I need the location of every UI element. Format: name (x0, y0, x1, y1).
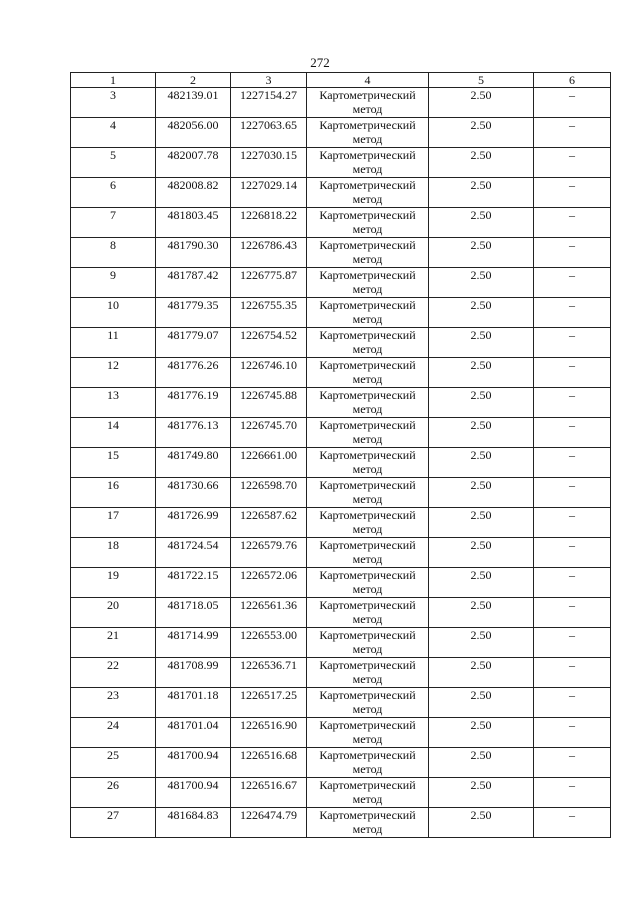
x-coordinate-cell: 481730.66 (156, 478, 231, 508)
x-coordinate-cell: 481779.07 (156, 328, 231, 358)
method-line-2: метод (352, 732, 383, 746)
table-row (71, 298, 611, 328)
y-coordinate-cell: 1226746.10 (231, 358, 307, 388)
point-number-cell: 14 (71, 418, 156, 448)
note-cell: – (534, 448, 611, 478)
y-coordinate-cell: 1227154.27 (231, 88, 307, 118)
method-line-1: Картометрический (319, 388, 416, 402)
y-coordinate-cell: 1227063.65 (231, 118, 307, 148)
x-coordinate-cell: 481787.42 (156, 268, 231, 298)
point-number-cell: 25 (71, 748, 156, 778)
point-number-cell: 26 (71, 778, 156, 808)
method-line-1: Картометрический (319, 418, 416, 432)
method-line-2: метод (352, 222, 383, 236)
point-number-cell: 7 (71, 208, 156, 238)
y-coordinate-cell: 1227029.14 (231, 178, 307, 208)
method-line-2: метод (352, 162, 383, 176)
method-line-2: метод (352, 402, 383, 416)
point-number-cell: 18 (71, 538, 156, 568)
y-coordinate-cell: 1226553.00 (231, 628, 307, 658)
note-cell: – (534, 208, 611, 238)
column-header: 3 (231, 73, 307, 88)
table-row (71, 718, 611, 748)
point-number-cell: 12 (71, 358, 156, 388)
accuracy-cell: 2.50 (429, 118, 534, 148)
accuracy-cell: 2.50 (429, 628, 534, 658)
method-cell (307, 508, 429, 538)
accuracy-cell: 2.50 (429, 148, 534, 178)
method-line-1: Картометрический (319, 598, 416, 612)
method-cell (307, 388, 429, 418)
point-number-cell: 15 (71, 448, 156, 478)
table-body (71, 88, 611, 838)
accuracy-cell: 2.50 (429, 358, 534, 388)
y-coordinate-cell: 1226745.70 (231, 418, 307, 448)
y-coordinate-cell: 1226516.90 (231, 718, 307, 748)
method-line-1: Картометрический (319, 718, 416, 732)
x-coordinate-cell: 482056.00 (156, 118, 231, 148)
table-row (71, 658, 611, 688)
accuracy-cell: 2.50 (429, 658, 534, 688)
method-line-1: Картометрический (319, 688, 416, 702)
method-line-2: метод (352, 612, 383, 626)
x-coordinate-cell: 481776.19 (156, 388, 231, 418)
y-coordinate-cell: 1226598.70 (231, 478, 307, 508)
method-cell (307, 358, 429, 388)
method-line-1: Картометрический (319, 448, 416, 462)
method-cell (307, 208, 429, 238)
column-header: 5 (429, 73, 534, 88)
note-cell: – (534, 748, 611, 778)
accuracy-cell: 2.50 (429, 478, 534, 508)
table-row (71, 448, 611, 478)
note-cell: – (534, 778, 611, 808)
method-line-2: метод (352, 672, 383, 686)
page-number: 272 (310, 55, 330, 70)
point-number-cell: 21 (71, 628, 156, 658)
table-row (71, 358, 611, 388)
note-cell: – (534, 538, 611, 568)
table-row (71, 508, 611, 538)
x-coordinate-cell: 481708.99 (156, 658, 231, 688)
note-cell: – (534, 658, 611, 688)
y-coordinate-cell: 1226516.68 (231, 748, 307, 778)
method-cell (307, 628, 429, 658)
point-number-cell: 6 (71, 178, 156, 208)
method-line-2: метод (352, 642, 383, 656)
method-line-1: Картометрический (319, 748, 416, 762)
table-row (71, 178, 611, 208)
table-row (71, 568, 611, 598)
method-line-1: Картометрический (319, 178, 416, 192)
method-cell (307, 178, 429, 208)
note-cell: – (534, 358, 611, 388)
x-coordinate-cell: 481779.35 (156, 298, 231, 328)
accuracy-cell: 2.50 (429, 388, 534, 418)
method-line-2: метод (352, 702, 383, 716)
point-number-cell: 3 (71, 88, 156, 118)
accuracy-cell: 2.50 (429, 268, 534, 298)
coordinates-table (70, 72, 611, 838)
method-line-1: Картометрический (319, 298, 416, 312)
method-cell (307, 88, 429, 118)
method-cell (307, 658, 429, 688)
y-coordinate-cell: 1226818.22 (231, 208, 307, 238)
method-line-2: метод (352, 492, 383, 506)
method-line-2: метод (352, 312, 383, 326)
x-coordinate-cell: 481714.99 (156, 628, 231, 658)
method-line-2: метод (352, 762, 383, 776)
y-coordinate-cell: 1226516.67 (231, 778, 307, 808)
accuracy-cell: 2.50 (429, 88, 534, 118)
point-number-cell: 27 (71, 808, 156, 838)
table-row (71, 808, 611, 838)
note-cell: – (534, 268, 611, 298)
table-row (71, 418, 611, 448)
note-cell: – (534, 688, 611, 718)
table-row (71, 238, 611, 268)
note-cell: – (534, 628, 611, 658)
method-line-1: Картометрический (319, 508, 416, 522)
method-cell (307, 118, 429, 148)
method-cell (307, 598, 429, 628)
point-number-cell: 23 (71, 688, 156, 718)
point-number-cell: 20 (71, 598, 156, 628)
y-coordinate-cell: 1226587.62 (231, 508, 307, 538)
x-coordinate-cell: 482007.78 (156, 148, 231, 178)
accuracy-cell: 2.50 (429, 748, 534, 778)
method-line-1: Картометрический (319, 478, 416, 492)
table-row (71, 268, 611, 298)
table-row (71, 328, 611, 358)
method-cell (307, 268, 429, 298)
point-number-cell: 22 (71, 658, 156, 688)
point-number-cell: 17 (71, 508, 156, 538)
accuracy-cell: 2.50 (429, 238, 534, 268)
note-cell: – (534, 598, 611, 628)
accuracy-cell: 2.50 (429, 718, 534, 748)
note-cell: – (534, 178, 611, 208)
y-coordinate-cell: 1227030.15 (231, 148, 307, 178)
accuracy-cell: 2.50 (429, 298, 534, 328)
method-line-1: Картометрический (319, 628, 416, 642)
x-coordinate-cell: 481700.94 (156, 778, 231, 808)
x-coordinate-cell: 482008.82 (156, 178, 231, 208)
note-cell: – (534, 718, 611, 748)
column-header: 1 (71, 73, 156, 88)
x-coordinate-cell: 481701.18 (156, 688, 231, 718)
x-coordinate-cell: 481790.30 (156, 238, 231, 268)
table-row (71, 598, 611, 628)
note-cell: – (534, 238, 611, 268)
x-coordinate-cell: 481724.54 (156, 538, 231, 568)
method-line-2: метод (352, 252, 383, 266)
method-line-1: Картометрический (319, 88, 416, 102)
point-number-cell: 4 (71, 118, 156, 148)
accuracy-cell: 2.50 (429, 688, 534, 718)
method-line-2: метод (352, 552, 383, 566)
x-coordinate-cell: 481726.99 (156, 508, 231, 538)
accuracy-cell: 2.50 (429, 178, 534, 208)
method-line-2: метод (352, 792, 383, 806)
method-cell (307, 778, 429, 808)
x-coordinate-cell: 481684.83 (156, 808, 231, 838)
accuracy-cell: 2.50 (429, 778, 534, 808)
method-cell (307, 298, 429, 328)
x-coordinate-cell: 481776.26 (156, 358, 231, 388)
note-cell: – (534, 478, 611, 508)
table-row (71, 118, 611, 148)
method-cell (307, 448, 429, 478)
method-line-2: метод (352, 132, 383, 146)
method-line-2: метод (352, 282, 383, 296)
method-line-2: метод (352, 822, 383, 836)
method-cell (307, 538, 429, 568)
y-coordinate-cell: 1226754.52 (231, 328, 307, 358)
table-row (71, 538, 611, 568)
y-coordinate-cell: 1226745.88 (231, 388, 307, 418)
accuracy-cell: 2.50 (429, 328, 534, 358)
method-line-2: метод (352, 522, 383, 536)
point-number-cell: 11 (71, 328, 156, 358)
y-coordinate-cell: 1226755.35 (231, 298, 307, 328)
note-cell: – (534, 508, 611, 538)
method-line-2: метод (352, 432, 383, 446)
table-row (71, 628, 611, 658)
x-coordinate-cell: 481700.94 (156, 748, 231, 778)
method-cell (307, 748, 429, 778)
point-number-cell: 24 (71, 718, 156, 748)
y-coordinate-cell: 1226517.25 (231, 688, 307, 718)
note-cell: – (534, 328, 611, 358)
table-row (71, 748, 611, 778)
table-row (71, 688, 611, 718)
accuracy-cell: 2.50 (429, 598, 534, 628)
y-coordinate-cell: 1226561.36 (231, 598, 307, 628)
method-line-1: Картометрический (319, 358, 416, 372)
method-line-1: Картометрический (319, 118, 416, 132)
method-line-1: Картометрический (319, 658, 416, 672)
y-coordinate-cell: 1226536.71 (231, 658, 307, 688)
method-cell (307, 418, 429, 448)
note-cell: – (534, 148, 611, 178)
accuracy-cell: 2.50 (429, 808, 534, 838)
table-header-row (71, 73, 611, 88)
method-line-1: Картометрический (319, 538, 416, 552)
accuracy-cell: 2.50 (429, 448, 534, 478)
method-line-1: Картометрический (319, 238, 416, 252)
note-cell: – (534, 118, 611, 148)
table-row (71, 148, 611, 178)
accuracy-cell: 2.50 (429, 538, 534, 568)
method-cell (307, 718, 429, 748)
method-line-2: метод (352, 372, 383, 386)
method-cell (307, 478, 429, 508)
y-coordinate-cell: 1226661.00 (231, 448, 307, 478)
column-header: 2 (156, 73, 231, 88)
method-cell (307, 148, 429, 178)
x-coordinate-cell: 481749.80 (156, 448, 231, 478)
x-coordinate-cell: 481701.04 (156, 718, 231, 748)
point-number-cell: 8 (71, 238, 156, 268)
method-cell (307, 328, 429, 358)
point-number-cell: 10 (71, 298, 156, 328)
note-cell: – (534, 418, 611, 448)
method-line-2: метод (352, 462, 383, 476)
method-cell (307, 808, 429, 838)
accuracy-cell: 2.50 (429, 508, 534, 538)
method-line-1: Картометрический (319, 208, 416, 222)
method-line-2: метод (352, 102, 383, 116)
y-coordinate-cell: 1226572.06 (231, 568, 307, 598)
y-coordinate-cell: 1226786.43 (231, 238, 307, 268)
point-number-cell: 19 (71, 568, 156, 598)
method-line-2: метод (352, 582, 383, 596)
table-row (71, 778, 611, 808)
table-row (71, 478, 611, 508)
note-cell: – (534, 388, 611, 418)
y-coordinate-cell: 1226775.87 (231, 268, 307, 298)
x-coordinate-cell: 482139.01 (156, 88, 231, 118)
method-line-1: Картометрический (319, 808, 416, 822)
method-line-1: Картометрический (319, 778, 416, 792)
x-coordinate-cell: 481722.15 (156, 568, 231, 598)
column-header: 6 (534, 73, 611, 88)
x-coordinate-cell: 481803.45 (156, 208, 231, 238)
method-cell (307, 568, 429, 598)
table-row (71, 388, 611, 418)
y-coordinate-cell: 1226474.79 (231, 808, 307, 838)
method-cell (307, 238, 429, 268)
note-cell: – (534, 568, 611, 598)
accuracy-cell: 2.50 (429, 418, 534, 448)
accuracy-cell: 2.50 (429, 568, 534, 598)
point-number-cell: 5 (71, 148, 156, 178)
method-line-1: Картометрический (319, 568, 416, 582)
method-line-2: метод (352, 342, 383, 356)
note-cell: – (534, 808, 611, 838)
point-number-cell: 13 (71, 388, 156, 418)
column-header: 4 (307, 73, 429, 88)
note-cell: – (534, 88, 611, 118)
method-cell (307, 688, 429, 718)
point-number-cell: 16 (71, 478, 156, 508)
method-line-2: метод (352, 192, 383, 206)
y-coordinate-cell: 1226579.76 (231, 538, 307, 568)
note-cell: – (534, 298, 611, 328)
x-coordinate-cell: 481718.05 (156, 598, 231, 628)
table-row (71, 208, 611, 238)
point-number-cell: 9 (71, 268, 156, 298)
accuracy-cell: 2.50 (429, 208, 534, 238)
method-line-1: Картометрический (319, 268, 416, 282)
method-line-1: Картометрический (319, 328, 416, 342)
x-coordinate-cell: 481776.13 (156, 418, 231, 448)
method-line-1: Картометрический (319, 148, 416, 162)
table-row (71, 88, 611, 118)
